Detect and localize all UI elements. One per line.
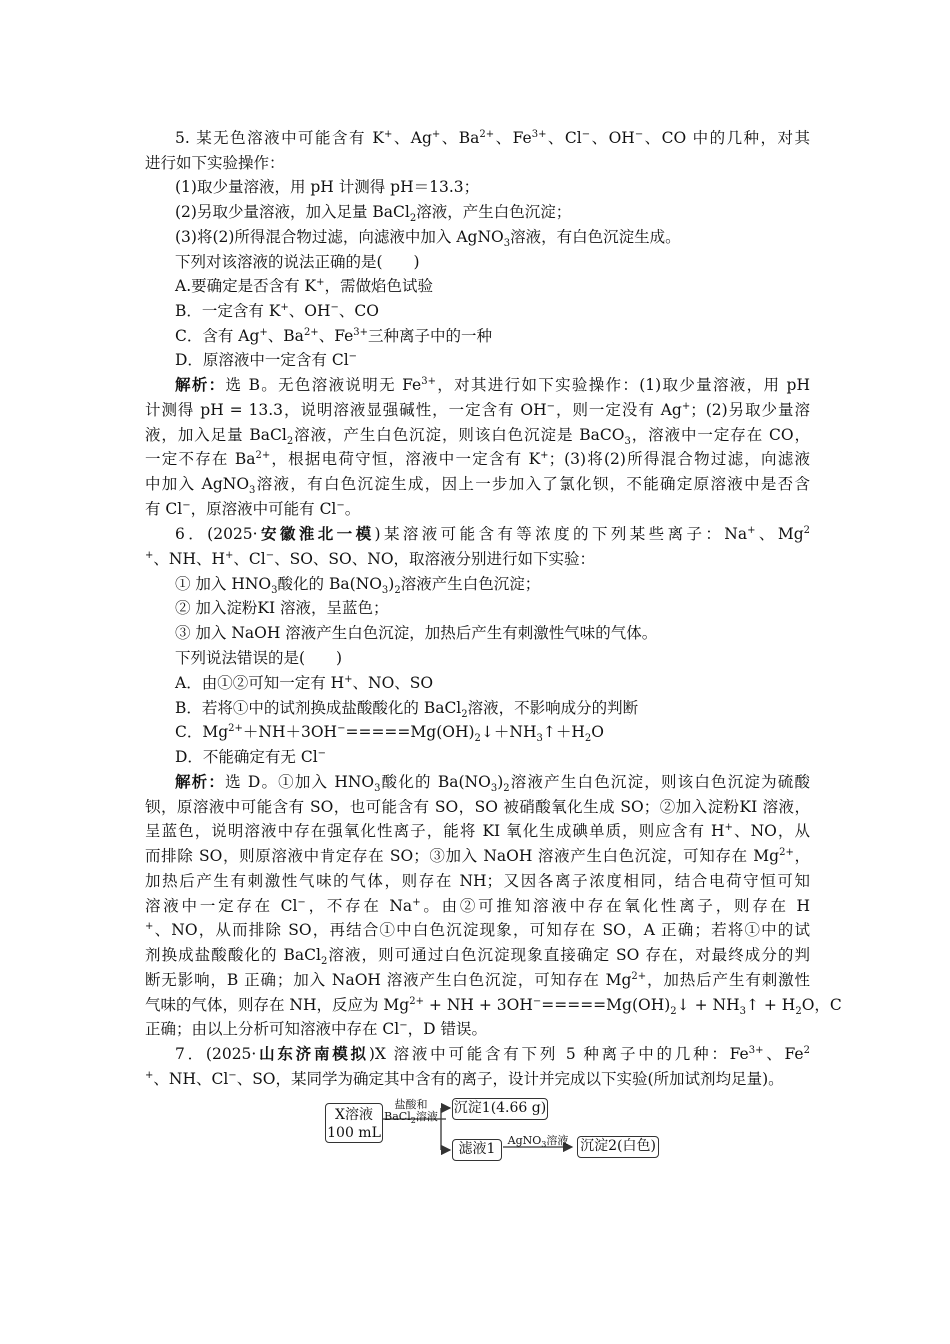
q5-analysis-line-4: 一定不存在 $Ba^{2+}$，根据电荷守恒，溶液中一定含有 K+；(3)将(2)所得混合物过滤，向滤液 [145,449,810,468]
q7-stem-line-1: 7．(2025·山东济南模拟)X 溶液中可能含有下列 5 种离子中的几种：$Fe^{3+}$、Fe$^2$ [175,1044,810,1063]
q6-option-b: B．若将①中的试剂换成盐酸酸化的 BaCl$_2$溶液，不影响成分的判断 [175,699,639,721]
q6-question: 下列说法错误的是( ) [175,649,343,667]
q5-step-3: (3)将(2)所得混合物过滤，向滤液中加入 AgNO$_3$溶液，有白色沉淀生成。 [175,228,681,250]
q6-analysis-line-7: +、NO，从而排除 SO，再结合①中白色沉淀现象，可知存在 SO，A 正确；若将①中的试 [145,920,810,939]
q5-step-2: (2)另取少量溶液，加入足量 BaCl$_2$溶液，产生白色沉淀； [175,203,572,225]
q6-option-d: D．不能确定有无 Cl− [175,747,327,766]
q6-analysis-line-8: 剂换成盐酸酸化的 BaCl$_2$溶液，则可通过白色沉淀现象直接确定 SO 存在，对最终成分的判 [145,946,810,968]
q5-step-1: (1)取少量溶液，用 pH 计测得 pH＝13.3； [175,178,480,196]
q6-analysis-line-6: 溶液中一定存在 Cl−，不存在 Na+。由②可推知溶液中存在氧化性离子，则存在 H [145,896,811,915]
q5-option-c: C．含有 Ag+、$Ba^{2+}$、$Fe^{3+}$三种离子中的一种 [175,326,493,345]
q6-step-3: ③ 加入 NaOH 溶液产生白色沉淀，加热后产生有刺激性气味的气体。 [175,624,658,642]
x-solution-label: X溶液 [335,1107,373,1123]
precipitate-2-box: 沉淀2(白色) [577,1136,659,1158]
q5-question: 下列对该溶液的说法正确的是( ) [175,253,420,271]
q5-option-b: B．一定含有 K+、OH−、CO [175,301,379,320]
q6-analysis-line-11: 正确；由以上分析可知溶液中存在 Cl−，D 错误。 [145,1019,487,1038]
q5-analysis-line-6: 有 Cl−，原溶液中可能有 Cl−。 [145,499,361,518]
q5-analysis-line-2: 计测得 pH = 13.3，说明溶液显强碱性，一定含有 OH−，则一定没有 Ag+；(2)另取少量溶 [145,400,810,419]
q5-analysis-line-1: 解析：选 B。无色溶液说明无 $Fe^{3+}$，对其进行如下实验操作：(1)取少量溶液，用 pH [175,375,810,394]
reagent-1-line-1: 盐酸和 [394,1098,428,1111]
q6-analysis-line-10: 气味的气体，则存在 NH，反应为 $Mg^{2+}$ + NH + $3OH^-=====Mg(OH)_2↓$ + $NH_3↑ + H_2O$，C [145,995,842,1018]
q6-step-2: ② 加入淀粉KI 溶液，呈蓝色； [175,599,389,617]
reagent-1-line-2: BaCl$_2$溶液 [384,1110,438,1126]
x-solution-box [325,1103,383,1143]
experiment-flow-diagram [320,1095,665,1165]
q5-analysis-line-3: 液，加入足量 BaCl$_2$溶液，产生白色沉淀，则该白色沉淀是 BaCO$_3$，溶液中一定存在 CO， [145,426,810,448]
q6-stem-line-2: +、NH、H+、Cl−、SO、SO、NO，取溶液分别进行如下实验： [145,549,596,568]
q6-stem-line-1: 6．(2025·安徽淮北一模)某溶液可能含有等浓度的下列某些离子：Na+、Mg$^2$ [175,524,810,543]
q5-analysis-line-5: 中加入 AgNO$_3$溶液，有白色沉淀生成，因上一步加入了氯化钡，不能确定原溶液中是否含 [145,475,810,497]
q6-step-1: ① 加入 $HNO_3$酸化的 $Ba(NO_3)_2$溶液产生白色沉淀； [175,575,541,597]
precipitate-1-box: 沉淀1(4.66 g) [452,1098,548,1120]
q7-stem-line-2: +、NH、Cl−、SO，某同学为确定其中含有的离子，设计并完成以下实验(所加试剂均足量)。 [145,1069,784,1088]
q6-analysis-line-5: 加热后产生有刺激性气味的气体，则存在 NH；又因各离子浓度相同，结合电荷守恒可知 [145,872,810,890]
q5-option-d: D．原溶液中一定含有 Cl− [175,350,358,369]
q6-option-a: A．由①②可知一定有 H+、NO、SO [175,673,434,692]
q6-option-c: C．$Mg^{2+}+NH+3OH^-=====Mg(OH)_2↓+NH_3↑+H_2O$ [175,722,604,745]
q6-analysis-line-3: 呈蓝色，说明溶液中存在强氧化性离子，能将 KI 氧化生成碘单质，则应含有 H+、NO，从 [145,821,810,840]
q5-stem-line-1: 5. 某无色溶液中可能含有 K+、Ag+、$Ba^{2+}$、$Fe^{3+}$、Cl−、OH−、CO 中的几种，对其 [175,128,810,147]
filtrate-1-box: 滤液1 [452,1139,502,1161]
reagent-2-label: AgNO$_3$溶液 [507,1134,569,1150]
q5-option-a: A.要确定是否含有 K+，需做焰色试验 [175,276,434,295]
q6-analysis-line-2: 钡，原溶液中可能含有 SO，也可能含有 SO，SO 被硝酸氧化生成 SO；②加入淀粉KI 溶液， [145,798,810,816]
x-solution-volume: 100 mL [327,1125,381,1141]
q6-analysis-line-1: 解析：选 D。①加入 $HNO_3$酸化的 $Ba(NO_3)_2$溶液产生白色沉淀，则该白色沉淀为硫酸 [175,772,810,795]
q6-analysis-line-4: 而排除 SO，则原溶液中肯定存在 SO；③加入 NaOH 溶液产生白色沉淀，可知存在 $Mg^{2+}$， [145,846,810,865]
reagent-1-label [380,1098,442,1126]
q6-analysis-line-9: 断无影响，B 正确；加入 NaOH 溶液产生白色沉淀，可知存在 $Mg^{2+}$，加热后产生有刺激性 [145,970,810,989]
q5-stem-line-2: 进行如下实验操作： [145,154,285,172]
